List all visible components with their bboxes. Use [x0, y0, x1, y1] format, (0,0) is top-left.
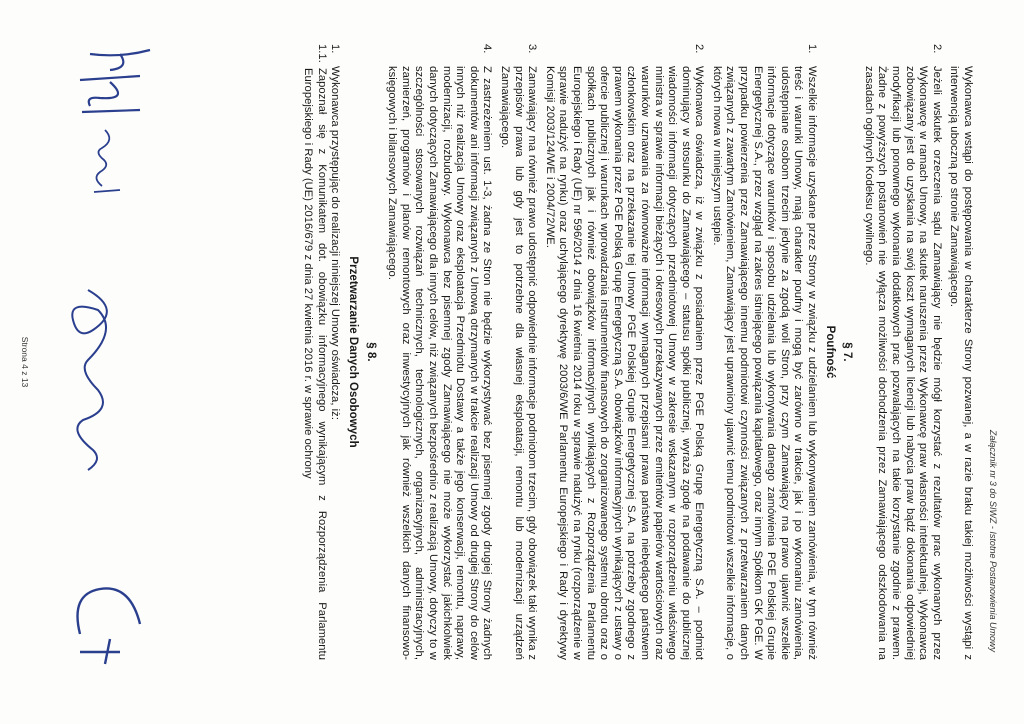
signature-middle	[58, 280, 128, 480]
clause-text: Z zastrzeżeniem ust. 1-3, żadna ze Stron nie będzie wykorzystywać bez pisemnej zgody drugiej Strony żadnych dokumentów ani informacji związanych z Umową otrzymanych w trakcie realizacji Umowy od drugiej Strony do celów innych niż realizacja Umowy oraz eksploatacja Przedmiotu Dostawy a także jego konserwacji, remontu, naprawy, modernizacji, rozbudowy. Wykonawca bez pisemnej zgody Zamawiającego nie może wykorzystać jakichkolwiek danych dotyczących Zamawiającego dla innych celów, niż związanych bezpośrednio z realizacją Umowy, dotyczy to w szczególności stosowanych rozwiązań technicznych, technologicznych, organizacyjnych, administracyjnych, zamierzeń, programów i planów remontowych oraz inwestycyjnych jak również wszelkich danych finansowo-księgowych i bilansowych Zamawiającego.	[386, 66, 494, 660]
clause-text: Jeżeli wskutek orzeczenia sądu Zamawiający nie będzie mógł korzystać z rezultatów prac wykonanych przez Wykonawcę w ramach Umowy, na skutek naruszenia przez Wykonawcę praw własności intelektualnej, Wykonawca zobowiązany jest do uzyskania na swój koszt wymaganych licencji lub nabycia praw bądź dokonania odpowiedniej modyfikacji lub ponownego wykonania dodatkowych prac pozwalających na takie korzystanie zgodnie z prawem. Żadne z powyższych postanowień nie wyłącza możliwości dochodzenia przez Zamawiającego odszkodowania na zasadach ogólnych Kodeksu cywilnego.	[862, 66, 943, 660]
section-8-title: Przetwarzanie Danych Osobowych	[347, 256, 360, 448]
handwritten-signature-right	[60, 564, 150, 684]
signature-right	[60, 564, 150, 684]
clause-number: 2.	[930, 44, 943, 54]
page-footer: Strona 4 z 13	[20, 336, 30, 388]
subclause-text: Zapoznał się z Komunikatem dot. obowiązku informacyjnego wynikającym z Rozporządzenia Parlamentu Europejskiego i Rady (UE) 2016/679 z dnia 27 kwietnia 2016 r. w sprawie ochrony	[302, 68, 328, 660]
clause-number: 3.	[526, 44, 539, 54]
clause-number: 1.	[329, 44, 342, 54]
section-7-item-1	[709, 44, 818, 660]
clause-item-2	[861, 44, 943, 660]
clause-number: 1.	[806, 44, 819, 54]
subclause-number: 1.1.	[315, 44, 328, 63]
section-7-number: § 7.	[841, 342, 854, 362]
clause-text: Wykonawca przystępując do realizacji niniejszej Umowy oświadcza, iż:	[329, 66, 342, 420]
intro-paragraph: Wykonawca wstąpi do postępowania w charakterze Strony pozwanej, a w razie braku takiej możliwości wystąpi z interwencją uboczną po stronie Zamawiającego.	[948, 66, 974, 660]
section-7-title: Poufność	[823, 325, 836, 379]
clause-text: Wykonawca oświadcza, iż w związku z posiadaniem przez PGE Polską Grupę Energetyczną S.A. – podmiot dominujący w stosunku do Zamawiającego – statusu spółki publicznej, wyraża zgodę na podawanie do publicznej wiadomości informacji dotyczących przedmiotowej Umowy w zakresie wskazanym w rozporządzeniu właściwego ministra w sprawie informacji bieżących i okresowych przekazywanych przez emitentów papierów wartościowych oraz warunków uznawania za równoważne informacji wymaganych przepisami prawa państwa niebędącego państwem członkowskim oraz na przekazanie tej Umowy PGE Polskiej Grupie Energetycznej S.A. na potrzeby zgodnego z prawem wykonania przez PGE Polską Grupę Energetyczną S.A. obowiązków informacyjnych wynikających z ustawy o ofercie publicznej i warunkach wprowadzania instrumentów finansowych do zorganizowanego systemu obrotu oraz o spółkach publicznych jak i również obowiązków informacyjnych wynikających z Rozporządzenia Parlamentu Europejskiego i Rady (UE) nr 596/2014 z dnia 16 kwietnia 2014 roku w sprawie nadużyć na rynku (rozporządzenie w sprawie nadużyć na rynku) oraz uchylającego dyrektywę 2003/6/WE Parlamentu Europejskiego i Rady i dyrektywy Komisji 2003/124/WE i 2004/72/WE.	[543, 66, 706, 660]
section-7-item-3	[497, 44, 538, 660]
clause-text: Zamawiający ma również prawo udostępnić odpowiednie informacje podmiotom trzecim, gdy obowiązek taki wynika z przepisów prawa lub gdy jest to potrzebne dla własnej eksploatacji, remontu lub modernizacji urządzeń Zamawiającego.	[499, 66, 539, 660]
page-header: Załącznik nr 3 do SIWZ - Istotne Postanowienia Umowy	[988, 429, 998, 652]
signature-left	[70, 40, 160, 210]
clause-number: 2.	[693, 44, 706, 54]
section-8-item-1	[328, 44, 342, 660]
document-body	[301, 44, 974, 660]
section-8-subitem-1-1	[301, 44, 328, 660]
section-7-item-2	[542, 44, 705, 660]
clause-number: 4.	[481, 44, 494, 54]
continuation-paragraph	[947, 44, 974, 660]
section-8-number: § 8.	[364, 342, 377, 362]
clause-text: Wszelkie informacje uzyskane przez Strony w związku z udzielaniem lub wykonywaniem zamówienia, w tym również treść i warunki Umowy, mają charakter poufny i mogą być zarówno w trakcie, jak i po wykonaniu zamówienia, udostępniane osobom trzecim jedynie za zgodą woli Stron, przy czym Zamawiający ma prawo ujawnić wszelkie informacje dotyczące warunków i sposobu udzielania lub wykonywania danego zamówienia PGE Polskiej Grupie Energetycznej S.A., przez wzgląd na zakres istniejącego powiązania kapitałowego, oraz innym Spółkom GK PGE. W przypadku powierzenia przez Zamawiającego innemu podmiotowi czynności związanych z przetwarzaniem danych związanych z zawartym Zamówieniem, Zamawiający jest uprawniony ujawnić temu podmiotowi wszelkie informacje, o których mowa w niniejszym ustępie.	[710, 66, 819, 660]
handwritten-signature-initials	[70, 40, 160, 210]
section-7-item-4	[385, 44, 494, 660]
handwritten-signature-scribble	[58, 280, 128, 480]
